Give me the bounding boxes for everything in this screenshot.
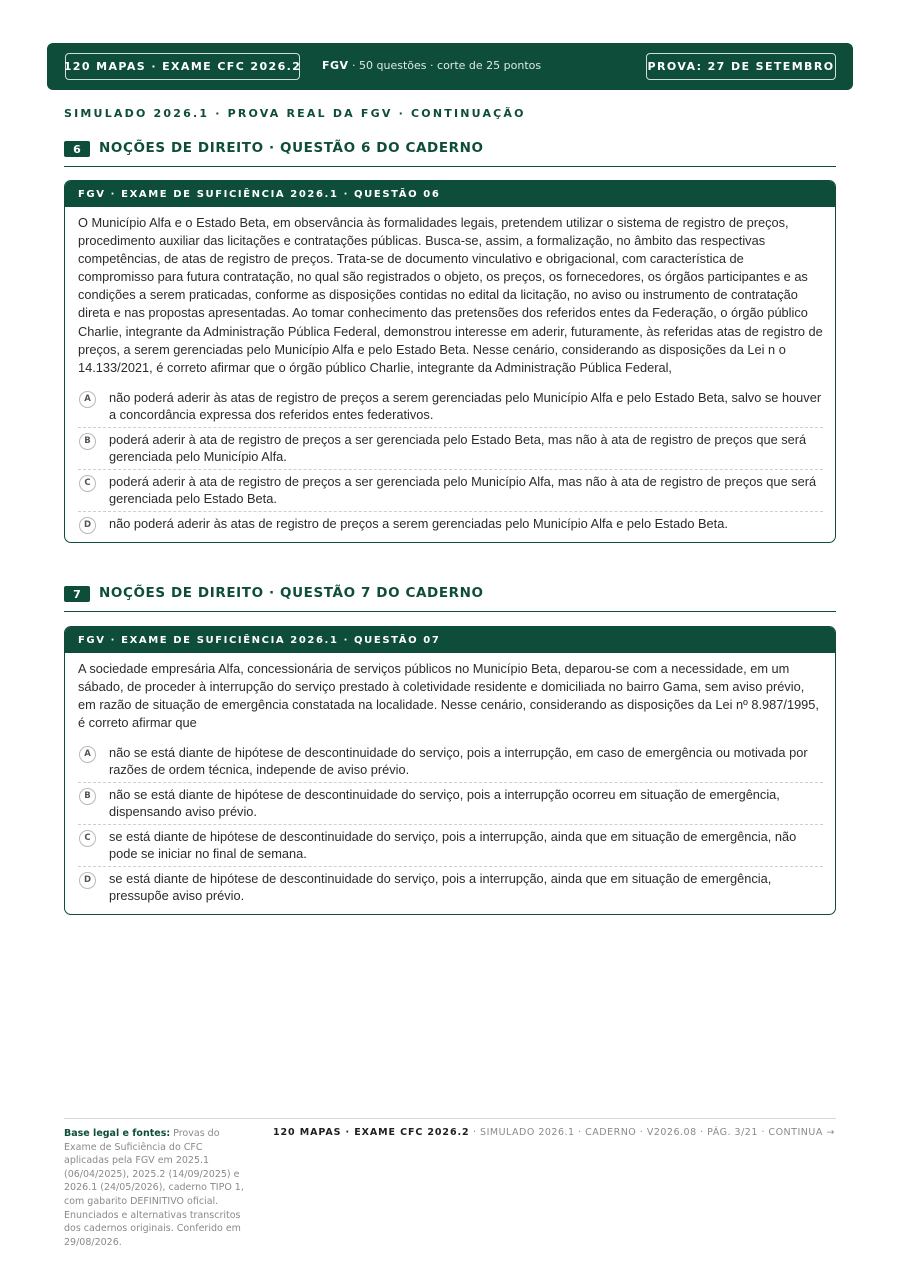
header-bar xyxy=(47,43,853,90)
alternative-text: poderá aderir à ata de registro de preços a ser gerenciada pelo Município Alfa, mas não à ata de registro de preços que será gerenciada pelo Estado Beta. xyxy=(109,473,817,506)
exam-info xyxy=(322,59,541,72)
alternative-b[interactable] xyxy=(78,428,823,470)
alternative-b[interactable] xyxy=(78,783,823,825)
alternative-text: se está diante de hipótese de descontinuidade do serviço, pois a interrupção, ainda que em situação de emergência, não pode se iniciar no final de semana. xyxy=(109,829,797,862)
alternative-c[interactable] xyxy=(78,470,823,512)
exam-brand: FGV xyxy=(322,59,349,72)
alternative-text: não se está diante de hipótese de descontinuidade do serviço, pois a interrupção, em caso de emergência ou motivada por razões de ordem técnica, independe de aviso prévio. xyxy=(109,745,808,778)
alternative-a[interactable] xyxy=(78,741,823,783)
alternative-c[interactable] xyxy=(78,825,823,867)
alternatives-list xyxy=(65,732,835,914)
footer-sources xyxy=(64,1127,244,1249)
alternative-d[interactable] xyxy=(78,512,823,536)
alternative-letter: D xyxy=(79,517,96,534)
section-title: NOÇÕES DE DIREITO · QUESTÃO 7 DO CADERNO xyxy=(99,585,484,601)
alternative-text: não poderá aderir às atas de registro de preços a serem gerenciadas pelo Município Alfa e pelo Estado Beta, salvo se houver a concordância expressa dos referidos entes federativos. xyxy=(109,389,822,422)
alternative-text: não se está diante de hipótese de descontinuidade do serviço, pois a interrupção ocorreu em situação de emergência, dispensando aviso prévio. xyxy=(109,787,780,820)
section-header-q6 xyxy=(64,141,836,167)
footer-page-info: · SIMULADO 2026.1 · CADERNO · V2026.08 · PÁG. 3/21 · CONTINUA → xyxy=(469,1127,835,1138)
question-stem: O Município Alfa e o Estado Beta, em observância às formalidades legais, pretendem utilizar o sistema de registro de preços, procedimento auxiliar das licitações e contratações públicas. Busca-se, assim, a formalização, no âmbito das respectivas competências, de atas de registro de preços. Trata-se de documento vinculativo e obrigacional, com característica de compromisso para futura contratação, no qual são registrados o objeto, os preços, os fornecedores, os órgãos participantes e as condições a serem praticadas, conforme as disposições contidas no edital da licitação, no aviso ou instrumento de contratação direta e nas propostas apresentadas. Ao tomar conhecimento das pretensões dos referidos entes da Federação, o órgão público Charlie, integrante da Administração Pública Federal, demonstrou interesse em aderir, futuramente, às referidas atas de registro de preços, a serem gerenciadas pelo Município Alfa e pelo Estado Beta. Nesse cenário, considerando as disposições da Lei n o 14.133/2021, é correto afirmar que o órgão público Charlie, integrante da Administração Pública Federal, xyxy=(78,215,823,375)
footer-brand: 120 MAPAS · EXAME CFC 2026.2 xyxy=(273,1127,470,1138)
alternatives-list xyxy=(65,377,835,542)
question-number-badge: 7 xyxy=(64,586,90,602)
card-header: FGV · EXAME DE SUFICIÊNCIA 2026.1 · QUESTÃO 07 xyxy=(65,627,835,653)
question-stem: A sociedade empresária Alfa, concessionária de serviços públicos no Município Beta, deparou-se com a necessidade, em um sábado, de proceder à interrupção do serviço prestado à coletividade residente e domiciliada no bairro Gama, sem aviso prévio, em razão de situação de emergência constatada na localidade. Nesse cenário, considerando as disposições da Lei nº 8.987/1995, é correto afirmar que xyxy=(78,661,819,731)
alternative-letter: A xyxy=(79,391,96,408)
section-header-q7 xyxy=(64,586,836,612)
question-card-7 xyxy=(64,626,836,915)
question-card-6 xyxy=(64,180,836,543)
card-header: FGV · EXAME DE SUFICIÊNCIA 2026.1 · QUESTÃO 06 xyxy=(65,181,835,207)
course-pill: 120 MAPAS · EXAME CFC 2026.2 xyxy=(65,53,300,80)
alternative-text: não poderá aderir às atas de registro de preços a serem gerenciadas pelo Município Alfa e pelo Estado Beta. xyxy=(109,515,728,531)
alternative-letter: D xyxy=(79,872,96,889)
question-number-badge: 6 xyxy=(64,141,90,157)
footer-meta xyxy=(273,1127,835,1138)
sources-text: Provas do Exame de Suficiência do CFC aplicadas pela FGV em 2025.1 (06/04/2025), 2025.2 (14/09/2025) e 2026.1 (24/05/2026), caderno TIPO 1, com gabarito DEFINITIVO oficial. Enunciados e alternativas transcritos dos cadernos originais. Conferido em 29/08/2026. xyxy=(64,1128,244,1248)
alternative-letter: B xyxy=(79,788,96,805)
alternative-text: poderá aderir à ata de registro de preços a ser gerenciada pelo Estado Beta, mas não à ata de registro de preços que será gerenciada pelo Município Alfa. xyxy=(109,431,807,464)
exam-date-pill: PROVA: 27 DE SETEMBRO xyxy=(646,53,836,80)
alternative-text: se está diante de hipótese de descontinuidade do serviço, pois a interrupção, ainda que em situação de emergência, pressupõe aviso prévio. xyxy=(109,871,772,904)
alternative-letter: A xyxy=(79,746,96,763)
alternative-letter: C xyxy=(79,830,96,847)
exam-details: · 50 questões · corte de 25 pontos xyxy=(348,59,542,72)
page-subtitle: SIMULADO 2026.1 · PROVA REAL DA FGV · CONTINUAÇÃO xyxy=(64,107,526,120)
alternative-letter: C xyxy=(79,475,96,492)
sources-label: Base legal e fontes: xyxy=(64,1128,171,1139)
alternative-d[interactable] xyxy=(78,867,823,908)
alternative-letter: B xyxy=(79,433,96,450)
alternative-a[interactable] xyxy=(78,386,823,428)
section-title: NOÇÕES DE DIREITO · QUESTÃO 6 DO CADERNO xyxy=(99,140,484,156)
footer-divider xyxy=(64,1118,836,1119)
